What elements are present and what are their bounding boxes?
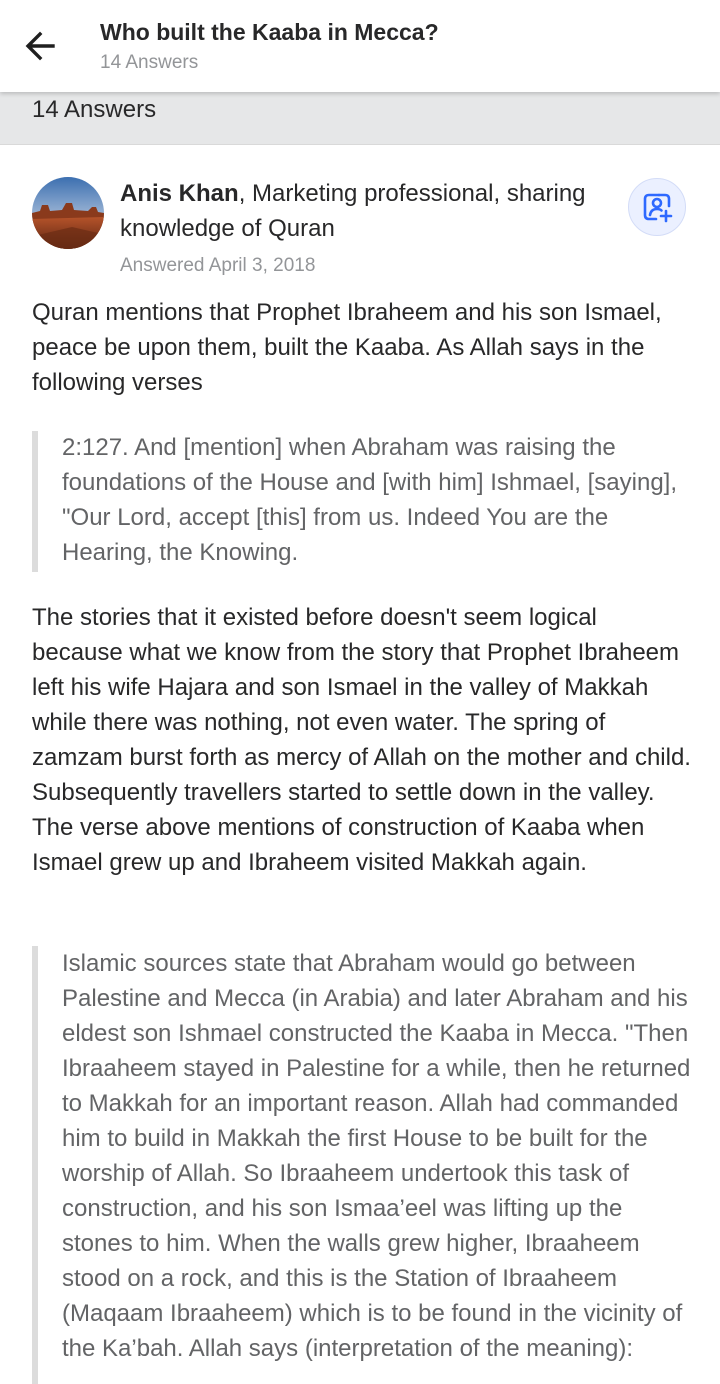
answer-paragraph-2: The stories that it existed before doesn't seem logical because what we know from the story that Prophet Ibraheem left his wife Hajara and son Ismael in the valley of Makkah while there was nothing, not even water. The spring of zamzam burst forth as mercy of Allah on the mother and child. Subsequently travellers started to settle down in the valley. The verse above mentions of construction of Kaaba when Ismael grew up and Ibraheem visited Makkah again. (32, 604, 691, 876)
author-credential: , Marketing professional, sharing knowledge of Quran (120, 180, 586, 242)
quote-text-2: Islamic sources state that Abraham would go between Palestine and Mecca (in Arabia) and later Abraham and his eldest son Ishmael constructed the Kaaba in Mecca. "Then Ibraaheem stayed in Palestine for a while, then he returned to Makkah for an important reason. Allah had commanded him to build in Makkah the first House to be built for the worship of Allah. So Ibraaheem undertook this task of construction, and his son Ismaa’eel was lifting up the stones to him. When the walls grew higher, Ibraaheem stood on a rock, and this is the Station of Ibraaheem (Maqaam Ibraaheem) which is to be found in the vicinity of the Ka’bah. Allah says (interpretation of the meaning): (62, 950, 691, 1362)
answers-count-label: 14 Answers (32, 96, 157, 123)
arrow-left-icon (22, 28, 58, 64)
author-credential-line (120, 176, 620, 246)
avatar-landscape-image (32, 177, 104, 249)
back-button[interactable] (14, 20, 66, 72)
follow-author-button[interactable] (628, 178, 686, 236)
author-name[interactable]: Anis Khan (120, 180, 239, 207)
author-avatar[interactable] (32, 177, 104, 249)
answer-paragraph-1: Quran mentions that Prophet Ibraheem and his son Ismael, peace be upon them, built the Kaaba. As Allah says in the following verses (32, 299, 662, 396)
answer-count-subtitle: 14 Answers (100, 52, 199, 73)
quote-block-2 (32, 946, 692, 1384)
answered-date[interactable]: Answered April 3, 2018 (120, 255, 316, 276)
question-title[interactable]: Who built the Kaaba in Mecca? (100, 19, 439, 45)
quote-block-1 (32, 431, 692, 572)
answers-section-header (0, 92, 720, 145)
app-bar (0, 0, 720, 92)
follow-user-icon (640, 190, 674, 224)
quote-text-1: 2:127. And [mention] when Abraham was raising the foundations of the House and [with him] Ishmael, [saying], "Our Lord, accept [this] from us. Indeed You are the Hearing, the Knowing. (62, 434, 678, 566)
